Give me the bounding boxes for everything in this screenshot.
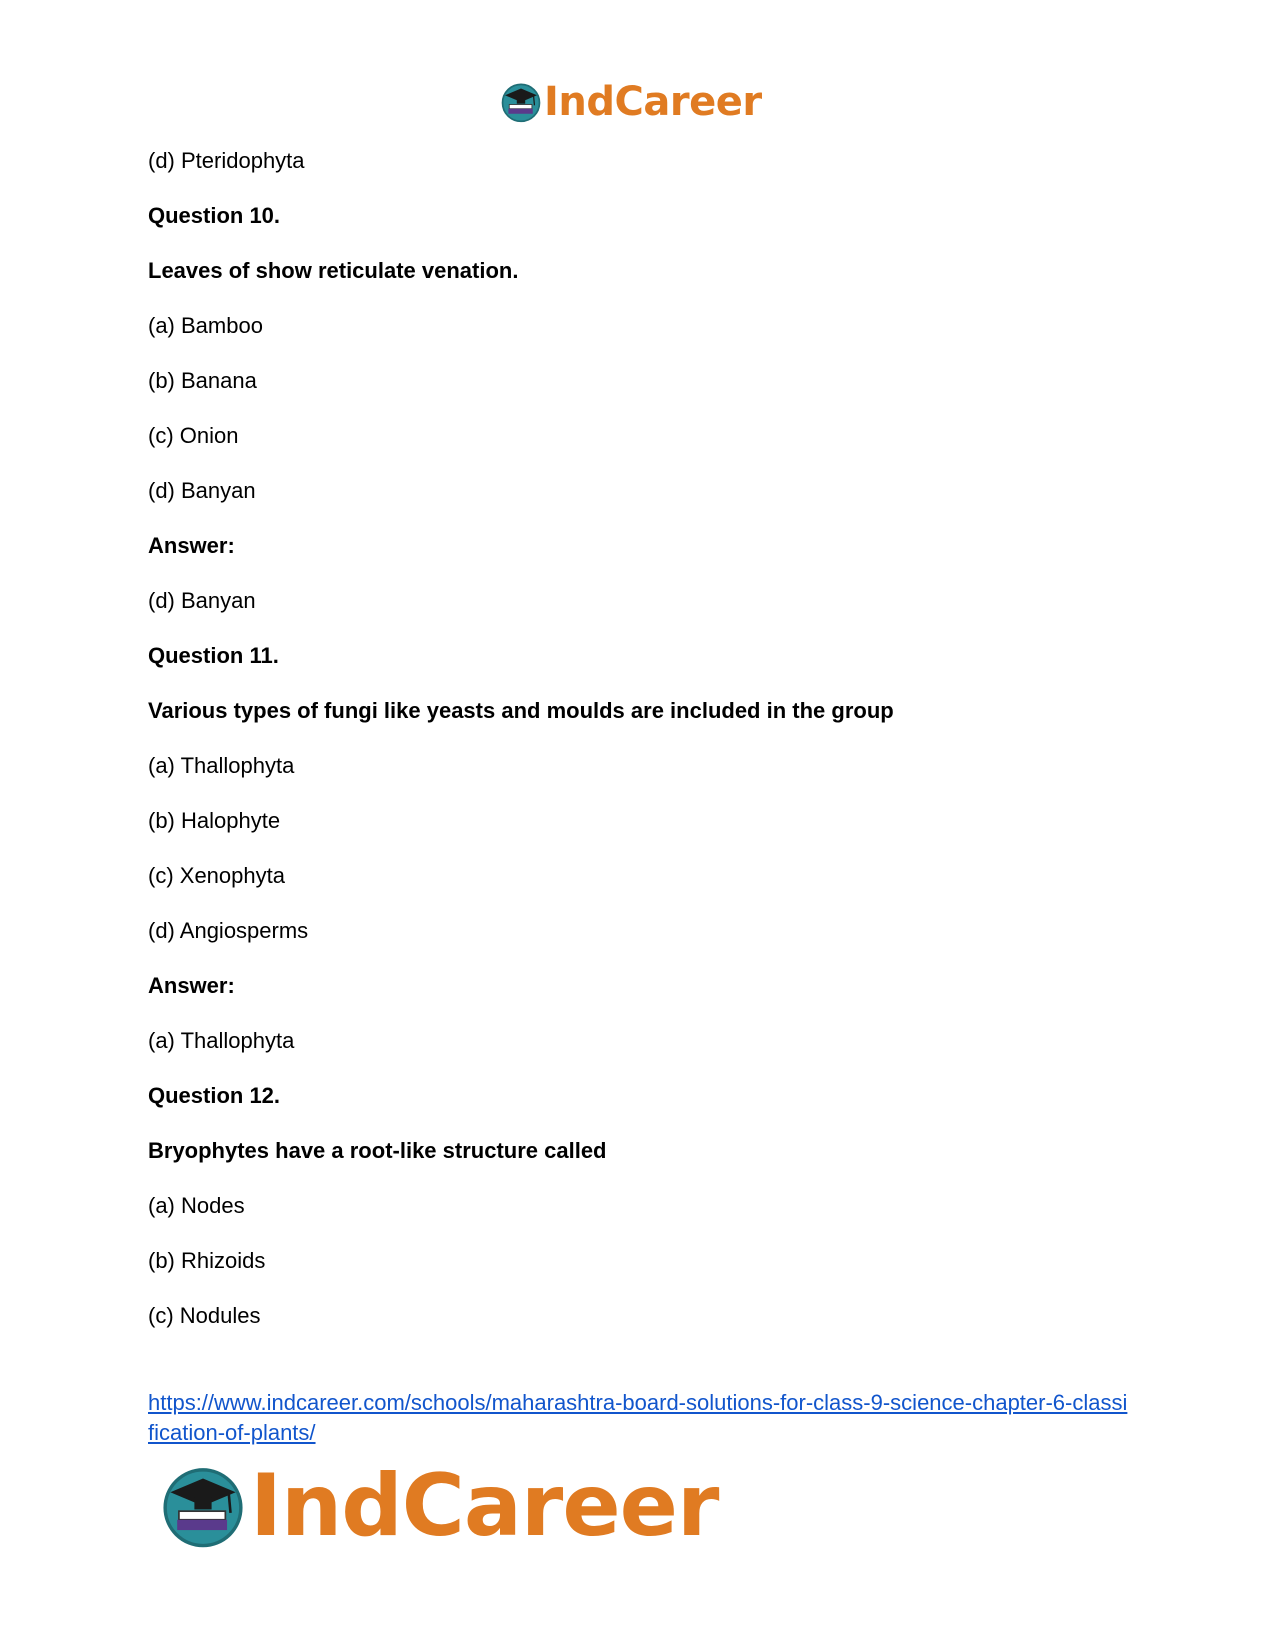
question-heading: Question 12. <box>148 1083 281 1108</box>
option-line: (a) Nodes <box>148 1193 245 1218</box>
source-link[interactable]: https://www.indcareer.com/schools/maharashtra-board-solutions-for-class-9-science-chapter-6-classification-of-plants/ <box>148 1390 1128 1445</box>
option-line: (d) Banyan <box>148 478 256 503</box>
option-line: (a) Thallophyta <box>148 753 295 778</box>
option-line: (c) Nodules <box>148 1303 261 1328</box>
graduation-cap-book-icon <box>160 1463 246 1549</box>
question-text: Bryophytes have a root-like structure called <box>148 1138 607 1163</box>
answer-text: (a) Thallophyta <box>148 1028 295 1053</box>
option-line: (c) Xenophyta <box>148 863 285 888</box>
header-logo <box>500 78 762 126</box>
footer-logo <box>160 1456 718 1556</box>
answer-heading: Answer: <box>148 533 235 558</box>
option-line: (d) Angiosperms <box>148 918 309 943</box>
header-logo-text: IndCareer <box>544 79 762 125</box>
option-line: (d) Pteridophyta <box>148 148 305 173</box>
answer-text: (d) Banyan <box>148 588 256 613</box>
option-line: (c) Onion <box>148 423 239 448</box>
question-heading: Question 10. <box>148 203 281 228</box>
question-text: Leaves of show reticulate venation. <box>148 258 519 283</box>
option-line: (b) Banana <box>148 368 257 393</box>
question-text: Various types of fungi like yeasts and moulds are included in the group <box>148 698 894 723</box>
option-line: (b) Halophyte <box>148 808 281 833</box>
graduation-cap-book-icon <box>500 81 542 123</box>
option-line: (b) Rhizoids <box>148 1248 266 1273</box>
answer-heading: Answer: <box>148 973 235 998</box>
footer-logo-text: IndCareer <box>250 1456 719 1556</box>
question-heading: Question 11. <box>148 643 279 668</box>
option-line: (a) Bamboo <box>148 313 263 338</box>
